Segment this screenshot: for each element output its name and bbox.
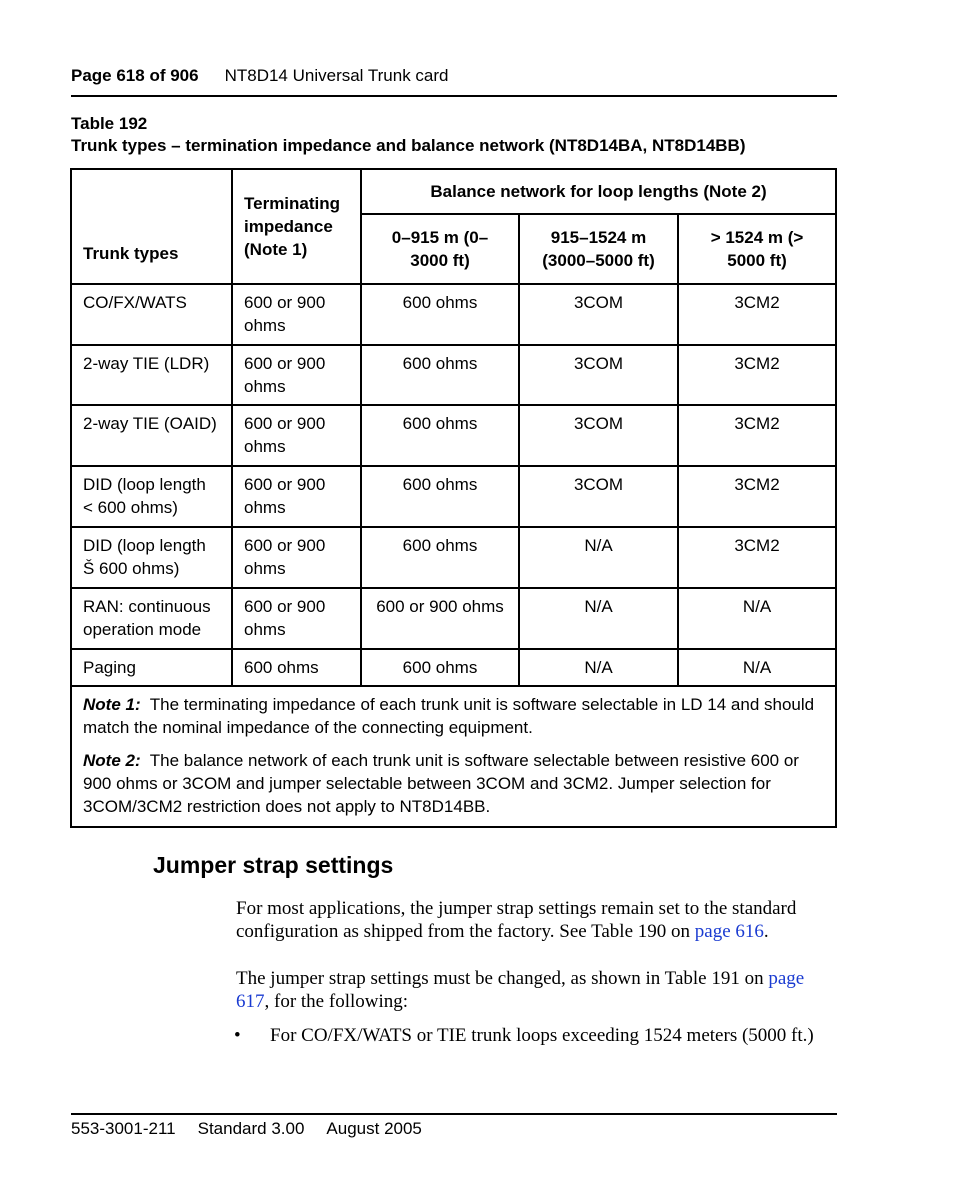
cell-range1: 600 ohms [361,284,519,345]
cell-range3: 3CM2 [678,284,836,345]
cell-range2: 3COM [519,284,678,345]
page-number: Page 618 of 906 [71,66,199,85]
table-row [71,284,836,345]
table-notes-row [71,686,836,827]
table-number: Table 192 [71,114,148,133]
page-617-link[interactable]: page 617 [236,968,805,1012]
cell-impedance: 600 ohms [232,649,361,686]
section-heading: Jumper strap settings [153,852,394,878]
header-range-0-915: 0–915 m (0–3000 ft) [361,214,519,284]
cell-range1: 600 or 900 ohms [361,588,519,649]
note-2-text: The balance network of each trunk unit is software selectable between resistive 600 or 900 ohms or 3COM and jumper selectable between 3COM and 3CM2. Jumper selection for 3COM/3CM2 restriction does not apply to NT8D14BB. [83,751,799,816]
document-title: NT8D14 Universal Trunk card [224,66,449,85]
table-row [71,649,836,686]
cell-range1: 600 ohms [361,345,519,405]
footer-rule [71,1113,837,1115]
cell-range2: 3COM [519,405,678,466]
cell-trunk-type: 2-way TIE (OAID) [71,405,232,466]
cell-range2: N/A [519,527,678,588]
cell-range1: 600 ohms [361,527,519,588]
table-row [71,466,836,527]
cell-trunk-type: RAN: continuous operation mode [71,588,232,649]
cell-trunk-type: DID (loop length Š 600 ohms) [71,527,232,588]
cell-trunk-type: DID (loop length < 600 ohms) [71,466,232,527]
header-range-over-1524: > 1524 m (> 5000 ft) [678,214,836,284]
bullet-item [234,1025,814,1047]
publication-date: August 2005 [326,1119,422,1138]
header-trunk-types: Trunk types [71,169,232,284]
cell-range2: 3COM [519,466,678,527]
note-2 [83,749,824,818]
paragraph-1-end: . [763,921,769,942]
paragraph-2-text: The jumper strap settings must be changed, as shown in Table 191 on [236,968,769,989]
note-1 [83,693,824,739]
note-1-label: Note 1: [83,695,141,714]
cell-range3: 3CM2 [678,345,836,405]
table-title: Trunk types – termination impedance and balance network (NT8D14BA, NT8D14BB) [71,136,746,155]
cell-impedance: 600 or 900 ohms [232,527,361,588]
paragraph-2-end: , for the following: [264,991,409,1012]
table-row [71,405,836,466]
cell-range2: N/A [519,649,678,686]
cell-impedance: 600 or 900 ohms [232,284,361,345]
cell-impedance: 600 or 900 ohms [232,405,361,466]
bullet-marker: • [234,1025,241,1046]
cell-trunk-type: 2-way TIE (LDR) [71,345,232,405]
header-rule [71,95,837,97]
cell-trunk-type: Paging [71,649,232,686]
cell-range2: N/A [519,588,678,649]
header-impedance: Terminating impedance (Note 1) [232,169,361,284]
cell-trunk-type: CO/FX/WATS [71,284,232,345]
cell-impedance: 600 or 900 ohms [232,466,361,527]
cell-range3: 3CM2 [678,466,836,527]
bullet-text: For CO/FX/WATS or TIE trunk loops exceeding 1524 meters (5000 ft.) [270,1025,814,1046]
header-balance-network: Balance network for loop lengths (Note 2) [361,169,836,214]
table-notes [71,686,836,827]
standard-version: Standard 3.00 [197,1119,305,1138]
trunk-types-table [70,168,837,828]
cell-range1: 600 ohms [361,466,519,527]
running-header [71,66,449,86]
table-row [71,527,836,588]
running-footer [71,1119,444,1139]
table-row [71,345,836,405]
cell-impedance: 600 or 900 ohms [232,588,361,649]
cell-impedance: 600 or 900 ohms [232,345,361,405]
note-1-text: The terminating impedance of each trunk unit is software selectable in LD 14 and should match the nominal impedance of the connecting equipment. [83,695,815,737]
cell-range3: 3CM2 [678,527,836,588]
cell-range1: 600 ohms [361,649,519,686]
cell-range2: 3COM [519,345,678,405]
cell-range3: N/A [678,588,836,649]
note-2-label: Note 2: [83,751,141,770]
table-row [71,588,836,649]
cell-range3: 3CM2 [678,405,836,466]
cell-range3: N/A [678,649,836,686]
doc-number: 553-3001-211 [71,1119,176,1138]
cell-range1: 600 ohms [361,405,519,466]
header-range-915-1524: 915–1524 m (3000–5000 ft) [519,214,678,284]
paragraph-1-text: For most applications, the jumper strap settings remain set to the standard configuration as shipped from the factory. See Table 190 on [236,898,797,942]
page-616-link[interactable]: page 616 [694,921,764,942]
paragraph-2 [236,967,836,1013]
paragraph-1 [236,897,836,943]
